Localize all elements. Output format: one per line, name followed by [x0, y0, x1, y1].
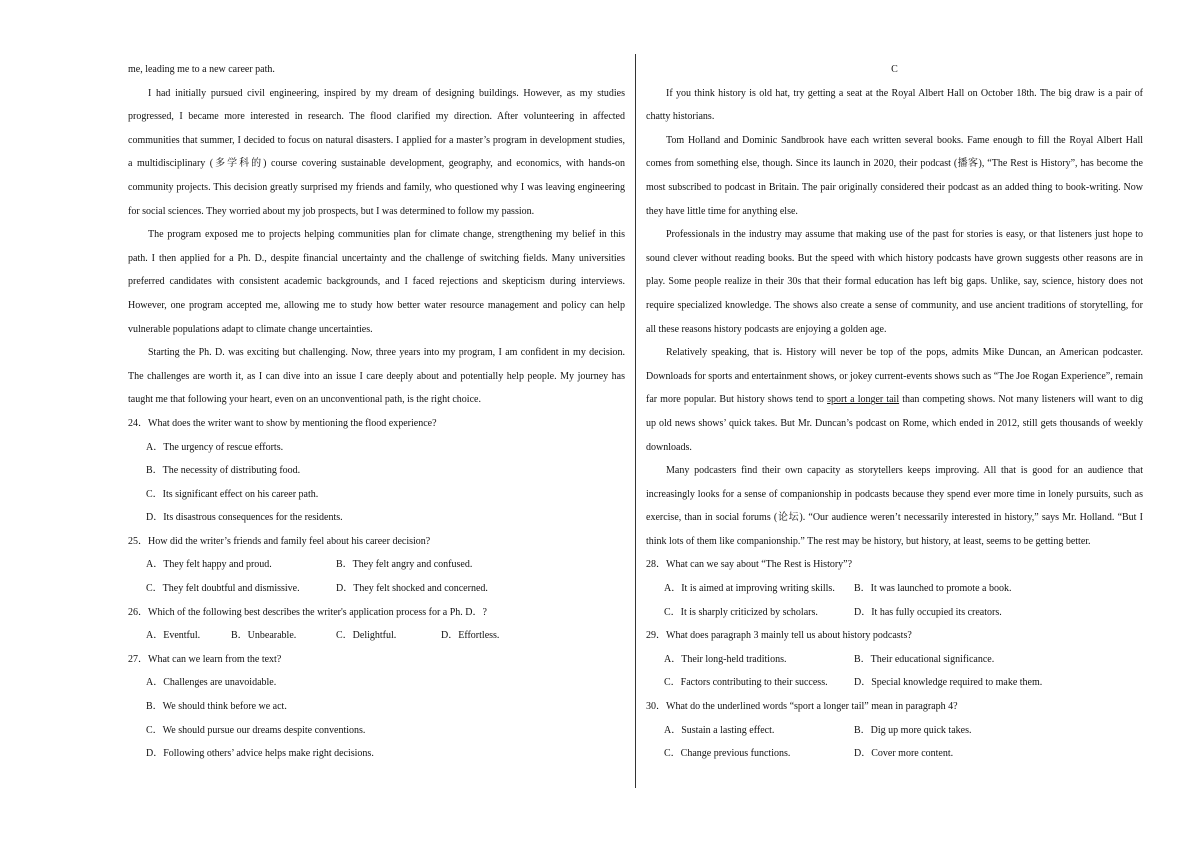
question-27: 27．What can we learn from the text? — [128, 653, 282, 665]
question-28: 28．What can we say about “The Rest is History”? — [646, 559, 853, 571]
option-27b: B．We should think before we act. — [146, 701, 287, 713]
option-26b: B．Unbearable. — [231, 630, 297, 642]
paragraph-4-text-start: Relatively speaking, that is. History will never be top of the pops, admits Mike Duncan, an American podcaster. Downloads for sports and entertainment shows, or jokey current-events shows such as “The Joe Rogan Experience”, remain far more popular. But history shows tend to — [646, 347, 1143, 406]
option-24c: C．Its significant effect on his career path. — [146, 488, 319, 500]
passage-b-paragraph-3: Starting the Ph. D. was exciting but challenging. Now, three years into my program, I am confident in my decision. The challenges are worth it, as I can dive into an issue I care deeply about and potentially help people. My journey has taught me that following your heart, even on an unconventional path, is the right choice. — [128, 347, 625, 406]
option-28c: C．It is sharply criticized by scholars. — [664, 606, 818, 618]
option-26a: A．Eventful. — [146, 630, 201, 642]
underlined-phrase: sport a longer tail — [827, 394, 900, 406]
passage-c-paragraph-1: If you think history is old hat, try getting a seat at the Royal Albert Hall on October 18th. The big draw is a pair of chatty historians. — [646, 87, 1143, 123]
passage-b-fragment: me, leading me to a new career path. — [128, 64, 275, 75]
option-30c: C．Change previous functions. — [664, 748, 791, 760]
paragraph-4-text-end: than competing shows. Not many listeners will want to dig up old news shows’ quick takes. But Mr. Duncan’s podcast on Rome, which ended in 2012, still gets thousands of weekly downloads. — [646, 394, 1144, 453]
option-24d: D．Its disastrous consequences for the residents. — [146, 512, 343, 524]
option-28d: D．It has fully occupied its creators. — [854, 606, 1002, 618]
options-26-row — [128, 624, 625, 648]
question-25: 25．How did the writer’s friends and family feel about his career decision? — [128, 535, 431, 547]
option-24a: A．The urgency of rescue efforts. — [146, 441, 284, 453]
option-27a: A．Challenges are unavoidable. — [146, 677, 277, 689]
passage-c-paragraph-2: Tom Holland and Dominic Sandbrook have each written several books. Fame enough to fill the Royal Albert Hall comes from something else, though. Since its launch in 2020, their podcast (播客), “The Rest is History”, has become the most subscribed to podcast in Britain. The pair originally considered their podcast as an added thing to book-writing. Now they have little time for anything else. — [646, 134, 1143, 217]
options-28-row-2 — [646, 601, 1143, 625]
options-29-row-1 — [646, 648, 1143, 672]
question-29: 29．What does paragraph 3 mainly tell us about history podcasts? — [646, 630, 912, 642]
option-24b: B．The necessity of distributing food. — [146, 465, 301, 477]
option-25d: D．They felt shocked and concerned. — [336, 583, 488, 595]
right-column — [646, 58, 1143, 766]
option-25a: A．They felt happy and proud. — [146, 559, 272, 571]
option-29c: C．Factors contributing to their success. — [664, 677, 828, 689]
option-25b: B．They felt angry and confused. — [336, 559, 473, 571]
passage-b-paragraph-1: I had initially pursued civil engineering, inspired by my dream of designing buildings. However, as my studies progressed, I became more interested in research. The flood clarified my direction. After volunteering in affected communities that summer, I decided to focus on natural disasters. I applied for a master’s program in development studies, a multidisciplinary (多学科的) course covering sustainable development, geography, and economics, with hands-on community projects. This decision greatly surprised my friends and family, who questioned why I was leaving engineering for social sciences. They worried about my job prospects, but I was determined to follow my passion. — [128, 87, 625, 217]
option-25c: C．They felt doubtful and dismissive. — [146, 583, 300, 595]
option-29a: A．Their long-held traditions. — [664, 653, 787, 665]
option-30d: D．Cover more content. — [854, 748, 954, 760]
passage-c-paragraph-3: Professionals in the industry may assume that making use of the past for stories is easy, or that listeners just hope to sound clever without reading books. But the speed with which history podcasts have grown suggests other reasons are in play. Some people realize in their 30s that their formal education has left big gaps. Unlike, say, science, history does not require specialized knowledge. The shows also create a sense of community, and use ancient traditions of storytelling, for all these reasons history podcasts are enjoying a golden age. — [646, 229, 1143, 335]
option-27d: D．Following others’ advice helps make right decisions. — [146, 748, 374, 760]
option-30a: A．Sustain a lasting effect. — [664, 724, 775, 736]
option-26d: D．Effortless. — [441, 630, 500, 642]
options-25-row-2 — [128, 577, 625, 601]
option-29b: B．Their educational significance. — [854, 653, 995, 665]
passage-b-paragraph-2: The program exposed me to projects helping communities plan for climate change, strengthening my belief in this path. I then applied for a Ph. D., despite financial uncertainty and the challenge of switching fields. Many universities preferred candidates with consistent academic backgrounds, and I faced rejections and skepticism during interviews. However, one program accepted me, allowing me to study how better water resource management and policy can help vulnerable populations adapt to climate change uncertainties. — [128, 229, 625, 335]
option-28b: B．It was launched to promote a book. — [854, 583, 1012, 595]
option-30b: B．Dig up more quick takes. — [854, 724, 972, 736]
options-30-row-1 — [646, 719, 1143, 743]
options-25-row-1 — [128, 553, 625, 577]
options-29-row-2 — [646, 671, 1143, 695]
passage-c-heading: C — [891, 64, 898, 75]
passage-c-paragraph-4 — [646, 341, 1143, 459]
option-29d: D．Special knowledge required to make them. — [854, 677, 1043, 689]
column-divider — [635, 54, 636, 788]
option-26c: C．Delightful. — [336, 630, 397, 642]
options-30-row-2 — [646, 742, 1143, 766]
passage-c-paragraph-5: Many podcasters find their own capacity as storytellers keeps improving. All that is good for an audience that increasingly looks for a sense of companionship in podcasts because they spend ever more time in lonely pursuits, such as exercise, than in social forums (论坛). “Our audience weren’t necessarily interested in history,” says Mr. Holland. “But I think lots of them like companionship.” The rest may be history, but history, at least, seems to be getting better. — [646, 465, 1143, 547]
left-column — [128, 58, 625, 766]
option-27c: C．We should pursue our dreams despite conventions. — [146, 724, 366, 736]
question-30: 30．What do the underlined words “sport a longer tail” mean in paragraph 4? — [646, 701, 958, 713]
question-24: 24．What does the writer want to show by mentioning the flood experience? — [128, 417, 437, 429]
option-28a: A．It is aimed at improving writing skills. — [664, 583, 835, 595]
question-26: 26．Which of the following best describes the writer's application process for a Ph. D．? — [128, 606, 487, 618]
options-28-row-1 — [646, 577, 1143, 601]
